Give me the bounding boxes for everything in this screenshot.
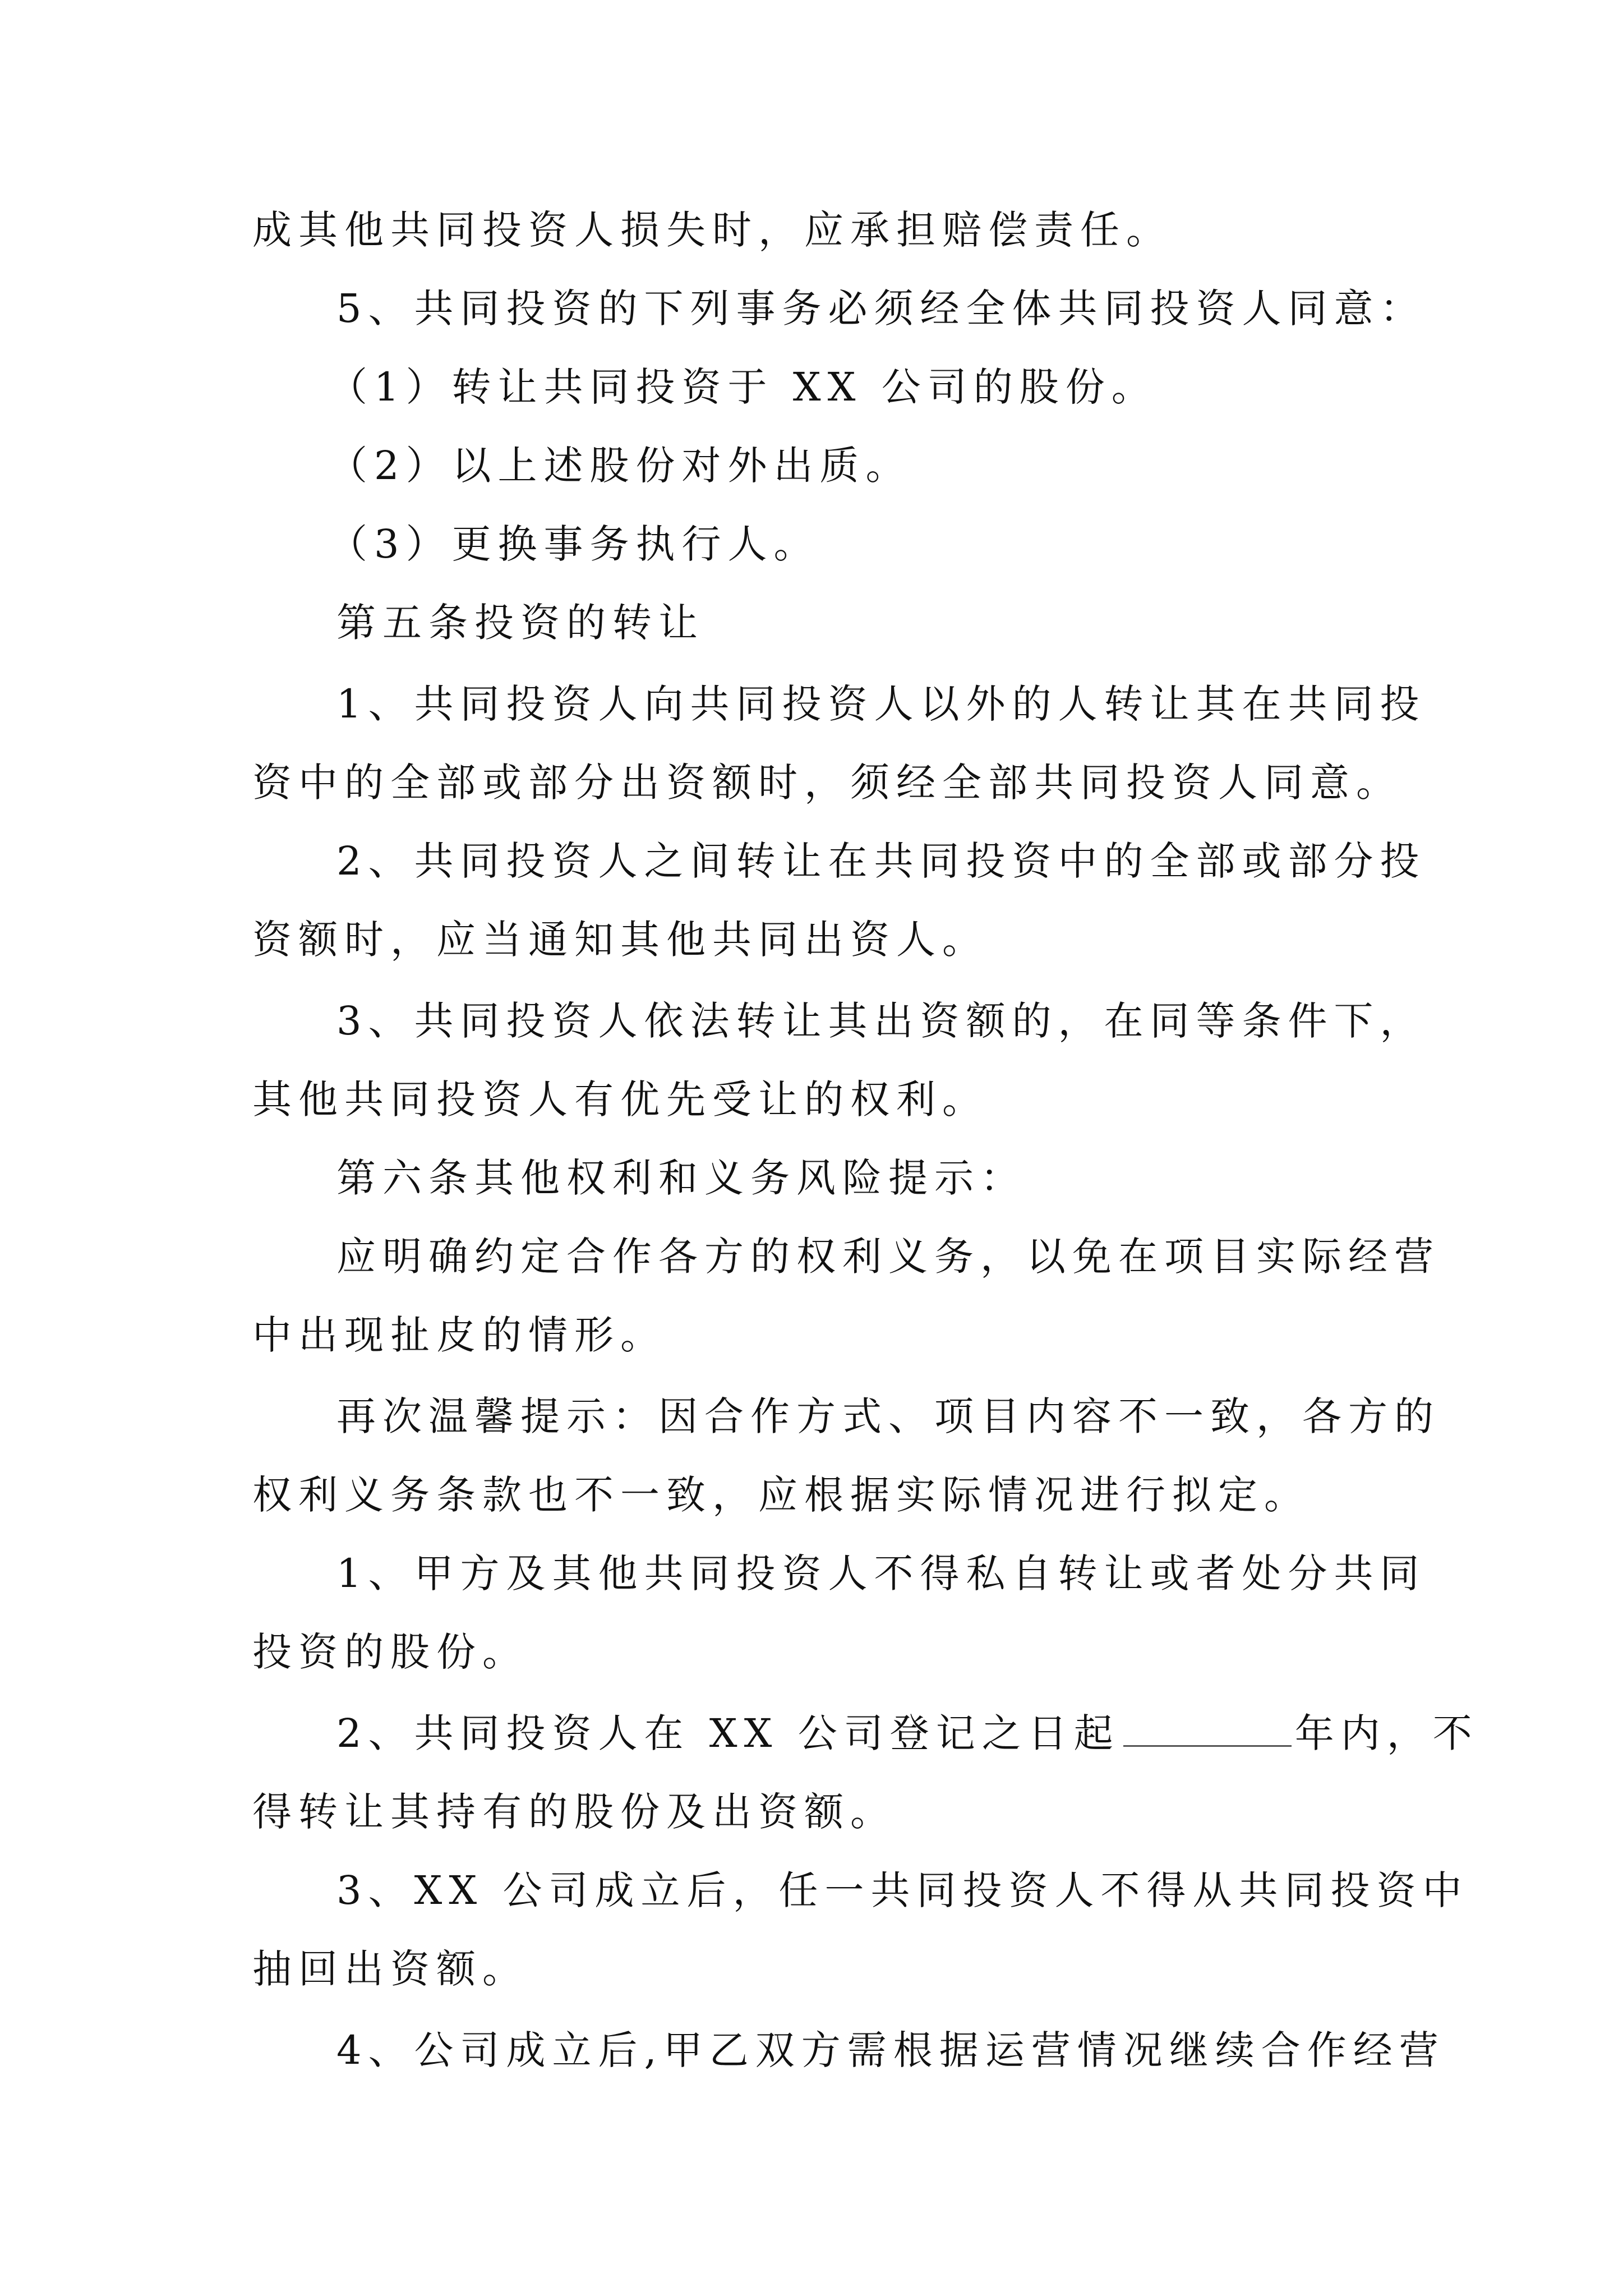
text-line-19: 投资的股份。 [252, 1629, 528, 1675]
text-line-4: （2）以上述股份对外出质。 [328, 443, 912, 489]
text-line-17: 权利义务条款也不一致，应根据实际情况进行拟定。 [252, 1472, 1310, 1518]
text-line-23: 抽回出资额。 [252, 1946, 528, 1992]
text-line-9: 2、共同投资人之间转让在共同投资中的全部或部分投 [336, 838, 1426, 884]
text-line-7: 1、共同投资人向共同投资人以外的人转让其在共同投 [336, 681, 1426, 727]
text-line-8: 资中的全部或部分出资额时，须经全部共同投资人同意。 [252, 760, 1402, 806]
text-line-1: 成其他共同投资人损失时，应承担赔偿责任。 [252, 207, 1172, 253]
text-line-3: （1）转让共同投资于 XX 公司的股份。 [328, 364, 1158, 410]
text-line-16: 再次温馨提示：因合作方式、项目内容不一致，各方的 [336, 1393, 1440, 1439]
text-line-14: 应明确约定合作各方的权利义务，以免在项目实际经营 [336, 1234, 1440, 1280]
text-line-15: 中出现扯皮的情形。 [252, 1312, 666, 1358]
text-line-22: 3、XX 公司成立后，任一共同投资人不得从共同投资中 [336, 1867, 1469, 1913]
text-line-2: 5、共同投资的下列事务必须经全体共同投资人同意： [336, 286, 1426, 332]
text-line-10: 资额时，应当通知其他共同出资人。 [252, 917, 988, 963]
fill-in-blank[interactable] [1123, 1711, 1292, 1747]
text-line-12: 其他共同投资人有优先受让的权利。 [252, 1076, 988, 1122]
text-line-24: 4、公司成立后,甲乙双方需根据运营情况继续合作经营 [336, 2027, 1445, 2073]
text-line-21: 得转让其持有的股份及出资额。 [252, 1789, 896, 1835]
text-line-20-end: 年内，不 [1294, 1710, 1479, 1756]
text-line-20-start: 2、共同投资人在 XX 公司登记之日起 [336, 1710, 1120, 1756]
text-line-18: 1、甲方及其他共同投资人不得私自转让或者处分共同 [336, 1550, 1426, 1596]
text-line-20 [336, 1708, 1479, 1759]
section-heading-5: 第五条投资的转让 [336, 600, 704, 646]
text-line-11: 3、共同投资人依法转让其出资额的，在同等条件下， [336, 998, 1426, 1044]
text-line-5: （3）更换事务执行人。 [328, 521, 820, 567]
section-heading-6: 第六条其他权利和义务风险提示： [336, 1155, 1026, 1201]
